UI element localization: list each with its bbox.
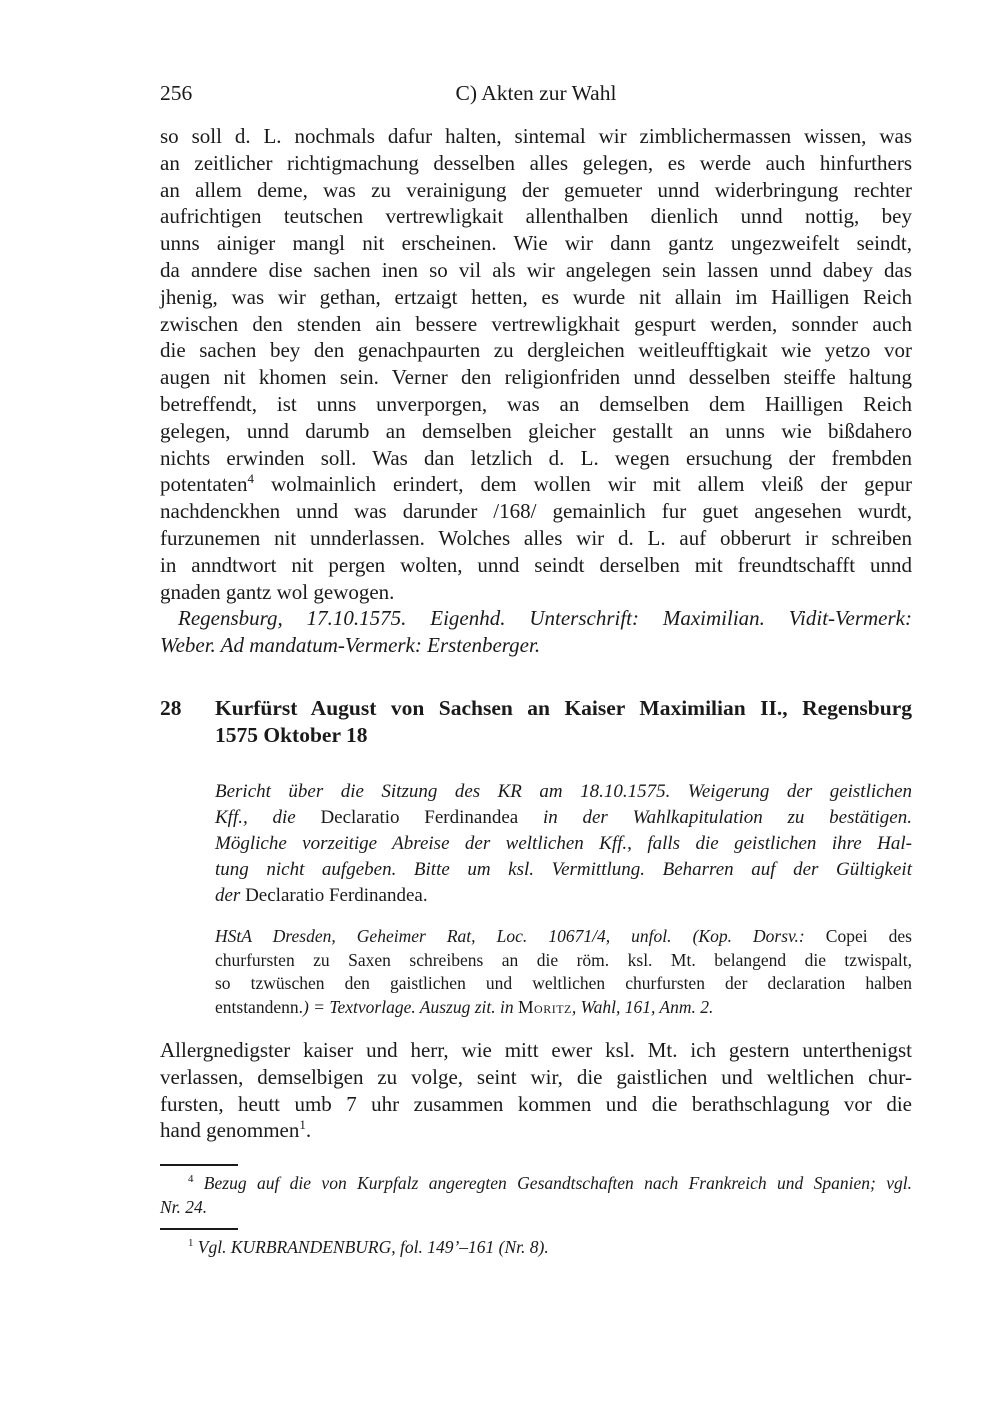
text-line: Kurfürst August von Sachsen an Kaiser Maximilian II., Regensburg: [215, 695, 912, 720]
text-line: zwischen den stenden ain bessere vertrewligkhait gespurt werden, sonnder auch: [160, 311, 912, 336]
body-paragraph: [160, 1037, 912, 1144]
text-line: Mögliche vorzeitige Abreise der weltlichen Kff., falls die geistlichen ihre Hal-: [215, 833, 912, 855]
text-line: betreffendt, ist unns unverporgen, was an demselben dem Hailligen Reich: [160, 391, 912, 416]
running-title: C) Akten zur Wahl: [455, 81, 617, 105]
text-line: gelegen, unnd darumb an demselben gleicher gestallt an unns wie bißdahero: [160, 418, 912, 443]
text-line: gnaden gantz wol gewogen.: [160, 579, 395, 604]
text-line: der Declaratio Ferdinandea.: [215, 885, 428, 907]
footnote-separator-rule: [160, 1164, 238, 1166]
text-line: an zeitlicher richtigmachung desselben alles gelegen, es werde auch hinfurthers: [160, 150, 912, 175]
body-paragraph: [160, 123, 912, 605]
document-28: [160, 695, 912, 1144]
text-line: potentaten$^4$ wolmainlich erindert, dem wollen wir mit allem vleiß der gepur: [160, 471, 912, 497]
source-note-paragraph: [215, 925, 912, 1019]
footnote-1: [160, 1236, 912, 1259]
text-line: Nr. 24.: [160, 1196, 208, 1217]
text-line: furzunemen nit unnderlassen. Wolches alles wir d. L. auf obberurt ir schreiben: [160, 525, 912, 550]
text-line: nichts erwinden soll. Was dan letzlich d. L. wegen ersuchung der frembden: [160, 445, 912, 470]
text-line: tung nicht aufgeben. Bitte um ksl. Vermittlung. Beharren auf der Gültigkeit: [215, 859, 912, 881]
text-line: Kff., die Declaratio Ferdinandea in der Wahlkapitulation zu bestätigen.: [215, 807, 912, 829]
text-line: hand genommen$^1$.: [160, 1117, 312, 1143]
page-header: [160, 80, 912, 107]
text-line: augen nit khomen sein. Verner den religionfriden unnd desselben steiffe haltung: [160, 365, 912, 390]
text-line: die sachen bey den genachpaurten zu dergleichen weitleufftigkait wie yetzo vor: [160, 338, 912, 363]
text-line: Weber. Ad mandatum-Vermerk: Erstenberger.: [160, 633, 541, 658]
text-line: Regensburg, 17.10.1575. Eigenhd. Unterschrift: Maximilian. Vidit-Vermerk:: [178, 606, 912, 631]
page-number: 256: [160, 81, 193, 105]
footnote-4: [160, 1172, 912, 1219]
text-line: an allem deme, was zu verainigung der gemueter unnd widerbringung rechter: [160, 177, 912, 202]
text-line: Allergnedigster kaiser und herr, wie mitt ewer ksl. Mt. ich gestern unterthenigst: [160, 1037, 912, 1062]
text-line: fursten, heutt umb 7 uhr zusammen kommen und die berathschlagung vor die: [160, 1091, 912, 1116]
text-line: unns ainiger mangl nit erscheinen. Wie wir dann gantz ungezweifelt seindt,: [160, 231, 912, 256]
summary-paragraph: [215, 779, 912, 909]
text-line: 1575 Oktober 18: [215, 723, 368, 748]
document-27-continuation: [160, 123, 912, 659]
text-line: da anndere dise sachen inen so vil als wir angelegen sein lassen unnd dabey das: [160, 257, 912, 282]
document-heading: [160, 695, 912, 749]
footnotes-area: [160, 1164, 912, 1259]
text-line: churfursten zu Saxen schreibens an die röm. ksl. Mt. belangend die tzwispalt,: [215, 949, 912, 970]
text-line: $^4$ Bezug auf die von Kurpfalz angeregten Gesandtschaften nach Frankreich und Spanien; vgl.: [188, 1173, 912, 1194]
document-title: [215, 695, 912, 749]
text-line: aufrichtigen teutschen vertrewligkait allenthalben dienlich unnd nottig, bey: [160, 204, 912, 229]
text-line: $^1$ Vgl. KURBRANDENBURG, fol. 149’–161 (Nr. 8).: [188, 1236, 549, 1257]
text-line: Bericht über die Sitzung des KR am 18.10.1575. Weigerung der geistlichen: [215, 781, 912, 803]
text-line: HStA Dresden, Geheimer Rat, Loc. 10671/4, unfol. (Kop. Dorsv.: Copei des: [215, 926, 912, 947]
text-line: in anndtwort nit pergen wolten, unnd seindt derselben mit freundtschafft unnd: [160, 552, 912, 577]
document-number: 28: [160, 695, 182, 720]
text-line: so soll d. L. nochmals dafur halten, sintemal wir zimblichermassen wissen, was: [160, 124, 912, 148]
text-line: verlassen, demselbigen zu volge, seint wir, die gaistlichen und weltlichen chur-: [160, 1064, 912, 1089]
footnote-separator-rule: [160, 1228, 238, 1230]
text-line: nachdenckhen unnd was darunder /168/ gemainlich fur guet angesehen wurdt,: [160, 499, 912, 524]
dateline-paragraph: [160, 605, 912, 659]
text-line: entstandenn.) = Textvorlage. Auszug zit. in Moritz, Wahl, 161, Anm. 2.: [215, 996, 714, 1017]
text-line: so tzwüschen den gaistlichen und weltlichen churfursten der declaration halben: [215, 973, 912, 994]
text-line: jhenig, was wir gethan, ertzaigt hetten, es wurde nit allain im Hailligen Reich: [160, 284, 912, 309]
